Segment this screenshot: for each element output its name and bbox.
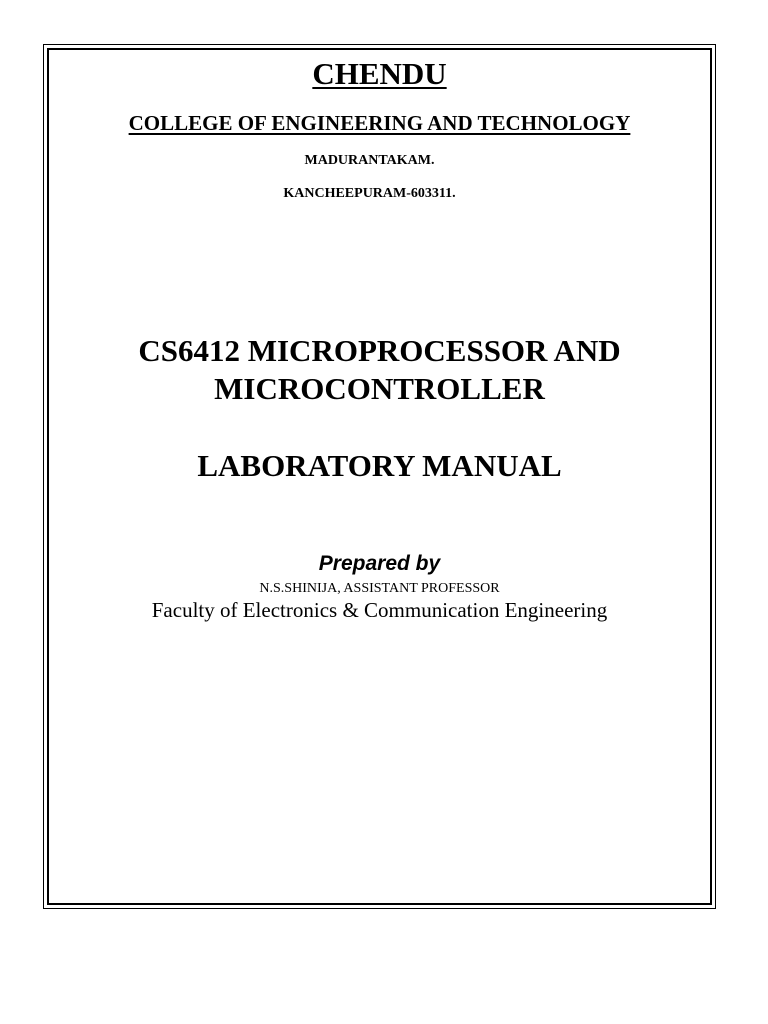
course-title-line-2: MICROCONTROLLER [214,371,545,406]
institution-name: CHENDU [312,56,447,91]
prepared-by-label: Prepared by [318,552,441,575]
author-name: N.S.SHINIJA, ASSISTANT PROFESSOR [259,581,500,596]
institution-full-name: COLLEGE OF ENGINEERING AND TECHNOLOGY [128,111,631,135]
address-line-2: KANCHEEPURAM-603311. [283,186,456,201]
faculty-name: Faculty of Electronics & Communication Engineering [151,598,608,622]
course-title-line-1: CS6412 MICROPROCESSOR AND [138,333,621,368]
address-line-1: MADURANTAKAM. [304,153,435,168]
document-type-title: LABORATORY MANUAL [197,448,562,483]
